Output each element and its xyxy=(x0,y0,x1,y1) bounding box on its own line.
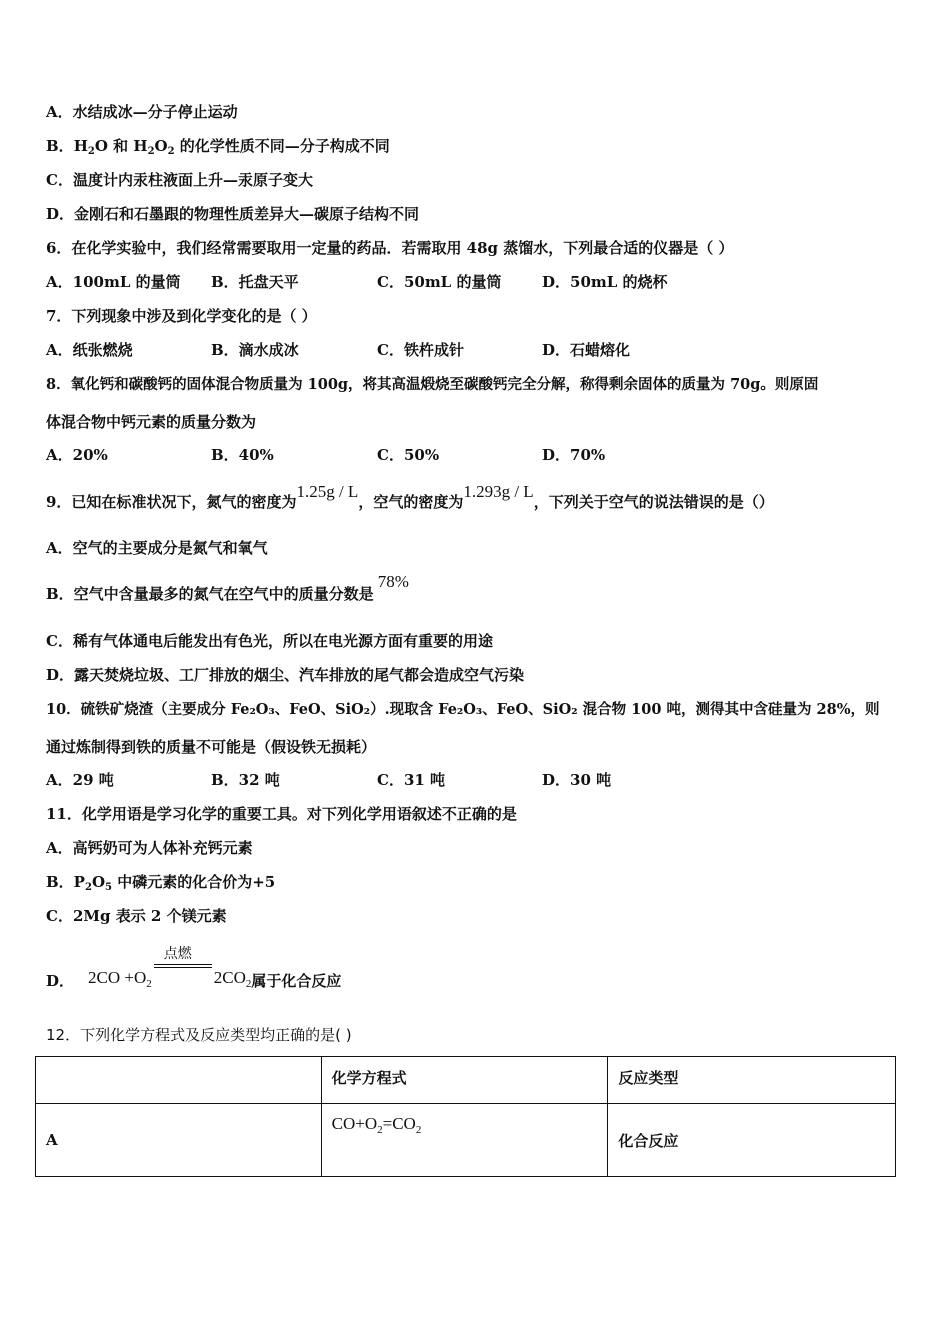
q11-option-d-rest: 属于化合反应 xyxy=(251,972,342,990)
q12-header-blank xyxy=(36,1057,322,1104)
q11-equation-right-text: 2CO xyxy=(213,968,246,987)
q11-option-b xyxy=(46,872,275,898)
q12-table-header-row xyxy=(36,1057,896,1104)
q9-stem-part2: ，空气的密度为 xyxy=(358,493,464,511)
q11-option-b-rest: 中磷元素的化合价为+5 xyxy=(111,873,276,891)
q12-row-a-eq-part2: =CO xyxy=(382,1114,416,1133)
q6-option-b: B．托盘天平 xyxy=(211,273,299,291)
q12-row-a-eq-sub2: 2 xyxy=(415,1124,422,1136)
q11-option-b-sub2: 5 xyxy=(105,882,112,893)
q6-stem: 6．在化学实验中，我们经常需要取用一定量的药品．若需取用 48g 蒸馏水，下列最合适的仪器是（ ） xyxy=(46,239,734,257)
q10-option-c: C．31 吨 xyxy=(377,771,446,789)
q5-option-b-prefix: B． xyxy=(46,137,74,155)
q8-stem-line2: 体混合物中钙元素的质量分数为 xyxy=(46,413,257,431)
q6-option-c: C．50mL 的量筒 xyxy=(377,273,502,291)
q5-option-b-h2o-h: H xyxy=(73,137,88,155)
q11-option-d-prefix: D． xyxy=(46,972,75,990)
q8-option-a: A．20% xyxy=(46,446,108,464)
q7-option-b: B．滴水成冰 xyxy=(211,341,299,359)
q9-stem-part1: 9．已知在标准状况下，氮气的密度为 xyxy=(46,493,297,511)
q11-equation-line-top xyxy=(154,964,212,965)
q11-option-b-o: O xyxy=(91,873,106,891)
q11-option-c: C．2Mg 表示 2 个镁元素 xyxy=(46,907,227,925)
q5-option-b-h2o2-o: O xyxy=(154,137,168,155)
q11-equation-left-sub: 2 xyxy=(146,978,152,990)
q6-option-a: A．100mL 的量筒 xyxy=(46,273,181,291)
q11-equation-right-sub: 2 xyxy=(245,978,252,990)
q8-stem-line1: 8．氧化钙和碳酸钙的固体混合物质量为 100g，将其高温煅烧至碳酸钙完全分解，称得剩余固体的质量为 70g。则原固 xyxy=(46,376,819,393)
q11-option-d xyxy=(46,946,342,997)
q7-option-c: C．铁杵成针 xyxy=(377,341,464,359)
q11-equation-left-text: 2CO +O xyxy=(88,968,147,987)
q5-option-b-h2o-sub: 2 xyxy=(87,146,95,157)
q11-equation-left xyxy=(88,968,152,990)
q10-option-d: D．30 吨 xyxy=(542,771,612,789)
q8-option-b: B．40% xyxy=(211,446,274,464)
q6-option-d: D．50mL 的烧杯 xyxy=(542,273,668,291)
q5-option-d: D．金刚石和石墨跟的物理性质差异大—碳原子结构不同 xyxy=(46,205,420,223)
q5-option-c: C．温度计内汞柱液面上升—汞原子变大 xyxy=(46,171,313,189)
q11-option-b-sub1: 2 xyxy=(84,882,92,893)
q5-option-b-h2o2-h: H xyxy=(133,137,148,155)
q10-stem-line1: 10．硫铁矿烧渣（主要成分 Fe₂O₃、FeO、SiO₂）.现取含 Fe₂O₃、FeO、SiO₂ 混合物 100 吨，测得其中含硅量为 28%，则 xyxy=(46,701,880,718)
q5-option-b xyxy=(46,136,390,162)
q9-stem xyxy=(46,482,774,512)
q5-option-b-h2o2-sub2: 2 xyxy=(167,146,175,157)
q9-option-b-text: B．空气中含量最多的氮气在空气中的质量分数是 xyxy=(46,585,374,603)
q11-stem: 11．化学用语是学习化学的重要工具。对下列化学用语叙述不正确的是 xyxy=(46,805,517,823)
q12-row-a-label: A xyxy=(36,1104,322,1177)
q9-option-b xyxy=(46,572,409,604)
q12-row-a-eq-part1: CO+O xyxy=(331,1114,378,1133)
q10-option-b: B．32 吨 xyxy=(211,771,280,789)
q5-option-b-rest: 的化学性质不同—分子构成不同 xyxy=(174,137,390,155)
q9-stem-part3: ，下列关于空气的说法错误的是（） xyxy=(533,493,774,511)
q12-table xyxy=(35,1056,896,1177)
q10-option-a: A．29 吨 xyxy=(46,771,114,789)
q12-stem: 12．下列化学方程式及反应类型均正确的是( ) xyxy=(46,1026,352,1044)
q12-header-equation: 化学方程式 xyxy=(321,1057,608,1104)
q11-equation-condition: 点燃 xyxy=(163,946,192,962)
q9-nitrogen-density: 1.25g / L xyxy=(296,482,359,501)
q7-stem: 7．下列现象中涉及到化学变化的是（ ） xyxy=(46,307,317,325)
q9-option-c: C．稀有气体通电后能发出有色光，所以在电光源方面有重要的用途 xyxy=(46,632,493,650)
q8-option-d: D．70% xyxy=(542,446,606,464)
q10-stem-line2: 通过炼制得到铁的质量不可能是（假设铁无损耗） xyxy=(46,738,377,756)
q9-option-a: A．空气的主要成分是氮气和氧气 xyxy=(46,539,268,557)
q5-option-a: A．水结成冰—分子停止运动 xyxy=(46,103,238,121)
q7-option-d: D．石蜡熔化 xyxy=(542,341,631,359)
q11-equation-right xyxy=(213,968,252,990)
q5-option-b-h2o-o: O xyxy=(94,137,108,155)
q9-option-d: D．露天焚烧垃圾、工厂排放的烟尘、汽车排放的尾气都会造成空气污染 xyxy=(46,666,525,684)
q11-equation-arrow xyxy=(152,946,214,988)
q5-option-b-h2o2-sub1: 2 xyxy=(147,146,155,157)
q11-option-a: A．高钙奶可为人体补充钙元素 xyxy=(46,839,253,857)
q8-option-c: C．50% xyxy=(377,446,440,464)
q12-header-reaction-type: 反应类型 xyxy=(608,1057,896,1104)
q12-row-a-type: 化合反应 xyxy=(608,1104,896,1177)
q9-option-b-value: 78% xyxy=(377,572,409,591)
q12-row-a-eq-sub1: 2 xyxy=(377,1124,383,1136)
q12-row-a-equation xyxy=(321,1104,608,1177)
q12-table-row-a xyxy=(36,1104,896,1177)
q11-equation-line-bottom xyxy=(154,967,212,968)
q11-option-b-prefix: B．P xyxy=(46,873,85,891)
q7-option-a: A．纸张燃烧 xyxy=(46,341,133,359)
q9-air-density: 1.293g / L xyxy=(463,482,534,501)
q5-option-b-and: 和 xyxy=(107,137,134,155)
